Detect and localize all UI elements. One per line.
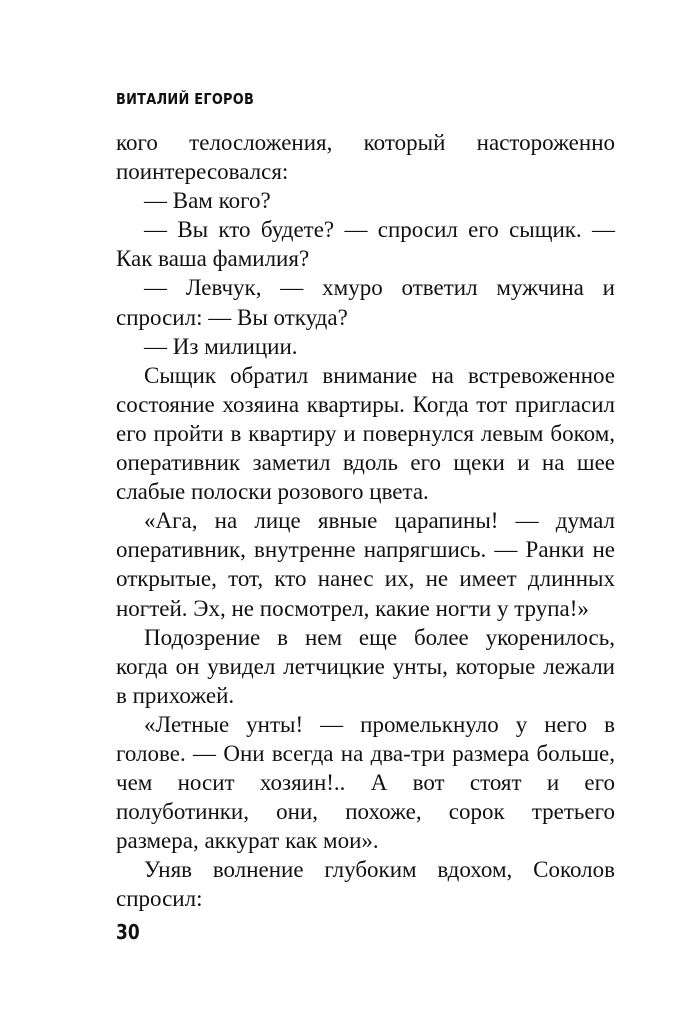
paragraph: — Вам кого? bbox=[144, 188, 271, 214]
page-number: 30 bbox=[116, 920, 140, 944]
paragraph: «Летные унты! — промелькнуло у него в голове. — Они всегда на два-три размера больше, чем носит хозяин!.. А вот стоят и его полуботинки, они, похоже, сорок третьего размера, аккурат как мои». bbox=[116, 711, 615, 854]
paragraph: «Ага, на лице явные царапины! — думал оперативник, внутренне напрягшись. — Ранки не открытые, тот, кто нанес их, не имеет длинных ногтей. Эх, не посмотрел, какие ногти у трупа!» bbox=[116, 508, 615, 621]
paragraph: — Вы кто будете? — спросил его сыщик. — Как ваша фамилия? bbox=[116, 217, 615, 272]
paragraph: Уняв волнение глубоким вдохом, Соколов спросил: bbox=[116, 857, 615, 912]
paragraph: — Левчук, — хмуро ответил мужчина и спросил: — Вы откуда? bbox=[116, 275, 615, 330]
body-text bbox=[116, 128, 615, 914]
running-head-author: ВИТАЛИЙ ЕГОРОВ bbox=[116, 90, 255, 108]
paragraph: кого телосложения, который настороженно поинтересовался: bbox=[116, 130, 615, 185]
paragraph: Сыщик обратил внимание на встревоженное состояние хозяина квартиры. Когда тот пригласил его пройти в квартиру и повернулся левым боком, оперативник заметил вдоль его щеки и на шее слабые полоски розового цвета. bbox=[116, 362, 615, 505]
paragraph: Подозрение в нем еще более укоренилось, когда он увидел летчицкие унты, которые лежали в прихожей. bbox=[116, 624, 615, 708]
paragraph: — Из милиции. bbox=[144, 333, 298, 359]
